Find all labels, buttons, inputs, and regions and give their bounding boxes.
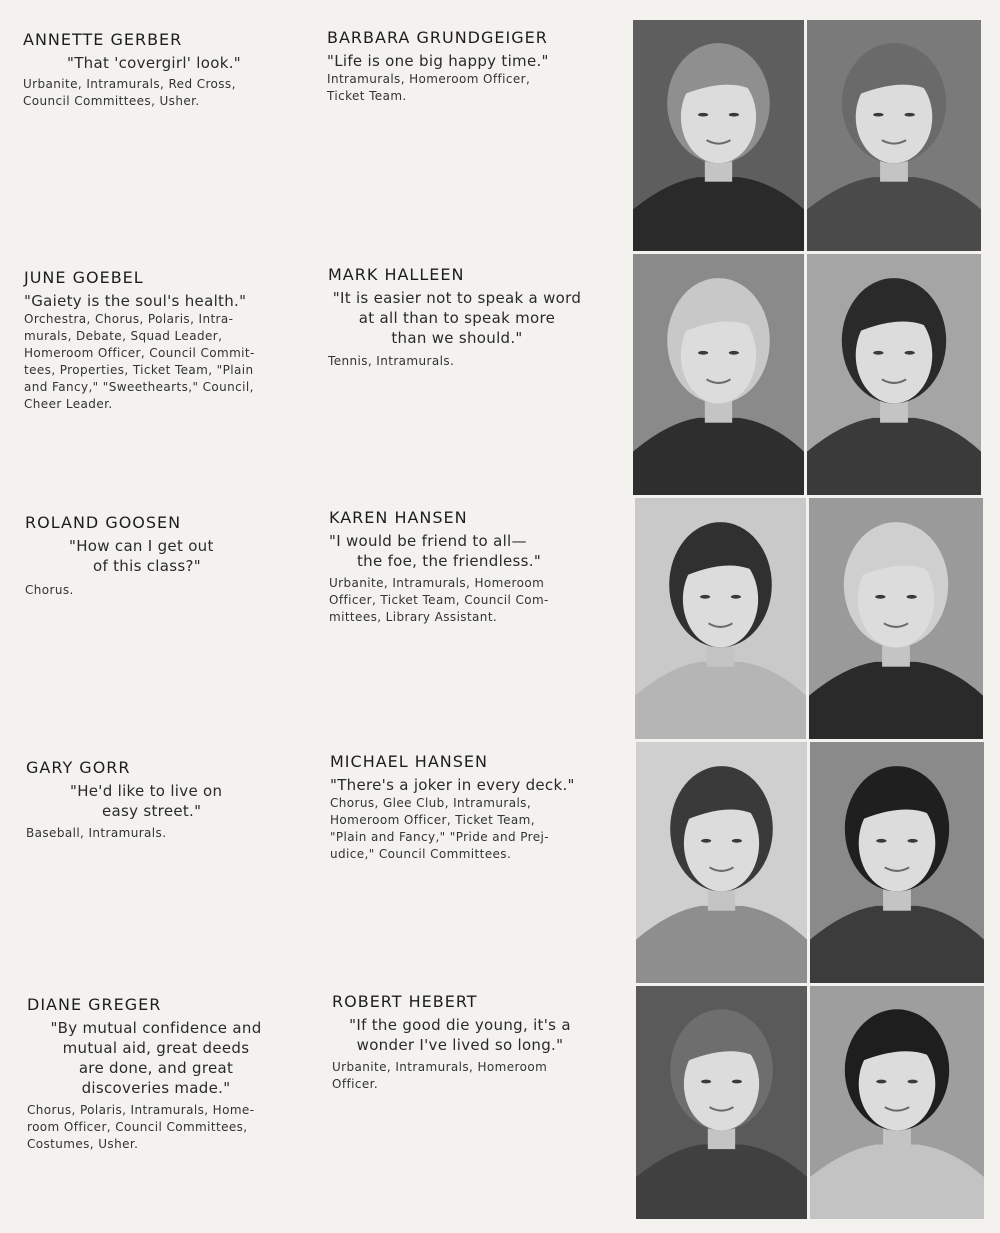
student-quote: "He'd like to live on easy street." xyxy=(70,782,223,820)
student-entry xyxy=(25,513,283,599)
student-quote: "Gaiety is the soul's health." xyxy=(24,292,247,310)
portrait-photo xyxy=(633,254,804,495)
student-entry xyxy=(26,758,284,842)
student-quote: "If the good die young, it's a wonder I've lived so long." xyxy=(349,1016,571,1054)
student-entry xyxy=(328,265,590,370)
portrait-photo xyxy=(636,986,807,1219)
student-entry xyxy=(329,508,591,626)
student-name: JUNE GOEBEL xyxy=(24,268,144,287)
student-quote: "Life is one big happy time." xyxy=(327,52,549,70)
portrait-photo xyxy=(809,498,983,739)
student-name: KAREN HANSEN xyxy=(329,508,468,527)
portrait-photo xyxy=(807,20,981,251)
student-quote: "By mutual confidence and mutual aid, great deeds are done, and great discoveries made." xyxy=(50,1019,262,1097)
student-name: ROBERT HEBERT xyxy=(332,992,478,1011)
student-quote: "There's a joker in every deck." xyxy=(330,776,575,794)
portrait-photo xyxy=(810,986,984,1219)
portrait-photo xyxy=(807,254,981,495)
student-activities: Chorus, Glee Club, Intramurals, Homeroom Officer, Ticket Team, "Plain and Fancy," "Pride and Prej- udice," Council Committees. xyxy=(330,796,549,861)
student-entry xyxy=(330,752,592,863)
student-name: ROLAND GOOSEN xyxy=(25,513,182,532)
student-activities: Urbanite, Intramurals, Homeroom Officer. xyxy=(332,1060,548,1091)
student-activities: Chorus. xyxy=(25,583,74,597)
student-name: MARK HALLEEN xyxy=(328,265,465,284)
student-name: MICHAEL HANSEN xyxy=(330,752,488,771)
student-activities: Chorus, Polaris, Intramurals, Home- room Officer, Council Committees, Costumes, Usher. xyxy=(27,1103,255,1151)
student-name: DIANE GREGER xyxy=(27,995,162,1014)
portrait-photo xyxy=(633,20,804,251)
student-entry xyxy=(24,268,282,413)
student-entry xyxy=(332,992,594,1093)
student-activities: Intramurals, Homeroom Officer, Ticket Team. xyxy=(327,72,531,103)
student-activities: Orchestra, Chorus, Polaris, Intra- murals, Debate, Squad Leader, Homeroom Officer, Council Commit- tees, Properties, Ticket Team, "Plain and Fancy," "Sweethearts," Council, Cheer Leader. xyxy=(24,312,255,411)
student-name: ANNETTE GERBER xyxy=(23,30,183,49)
student-activities: Tennis, Intramurals. xyxy=(328,354,455,368)
student-name: GARY GORR xyxy=(26,758,131,777)
student-name: BARBARA GRUNDGEIGER xyxy=(327,28,548,47)
student-activities: Baseball, Intramurals. xyxy=(26,826,167,840)
student-activities: Urbanite, Intramurals, Red Cross, Council Committees, Usher. xyxy=(23,77,236,108)
student-quote: "I would be friend to all— the foe, the friendless." xyxy=(329,532,542,570)
student-entry xyxy=(327,28,589,105)
student-quote: "It is easier not to speak a word at all than to speak more than we should." xyxy=(332,289,582,347)
student-activities: Urbanite, Intramurals, Homeroom Officer, Ticket Team, Council Com- mittees, Library Assistant. xyxy=(329,576,549,624)
portrait-photo xyxy=(635,498,806,739)
student-quote: "How can I get out of this class?" xyxy=(69,537,214,575)
student-quote: "That 'covergirl' look." xyxy=(67,54,241,72)
student-entry xyxy=(23,30,281,110)
portrait-photo xyxy=(636,742,807,983)
portrait-photo xyxy=(810,742,984,983)
student-entry xyxy=(27,995,289,1153)
